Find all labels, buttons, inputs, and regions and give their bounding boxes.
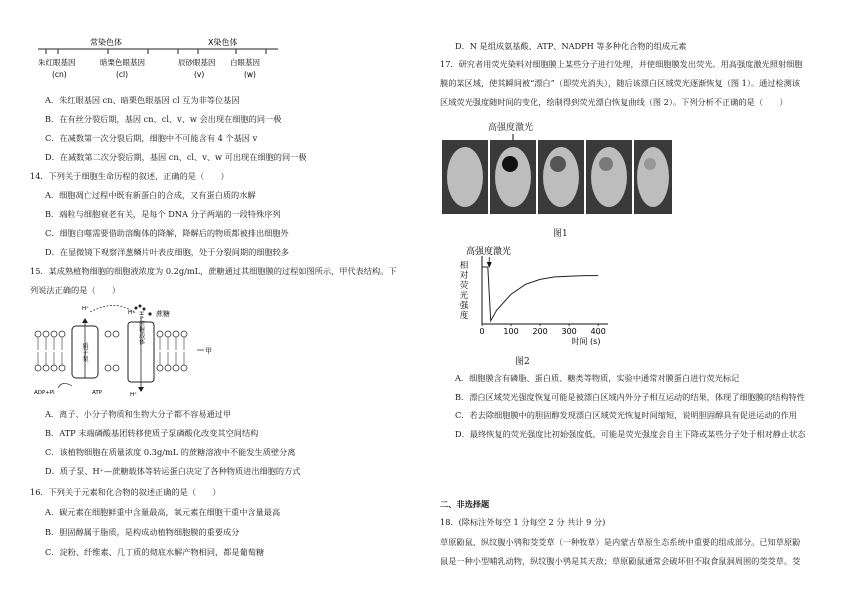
q17-option-a: A．细胞膜含有磷脂、蛋白质、糖类等物质，实验中通常对膜蛋白进行荧光标记 xyxy=(455,373,740,383)
gene-symbol: (w) xyxy=(244,70,256,79)
fig2-caption: 图2 xyxy=(515,357,530,367)
proton-pump-label: 质子泵 xyxy=(81,342,89,362)
q18-text: 草原鼢鼠、纵纹腹小鸮和茭茭草（一种牧草）是内蒙古草原生态系统中重要的组成部分。已知草原鼢 xyxy=(440,537,801,547)
q18-text: 鼠是一种小型哺乳动物，纵纹腹小鸮是其天敌；草原鼢鼠通常会破坏但不取食鼠洞周围的茭茭草。茭 xyxy=(440,556,801,566)
x-tick-label: 300 xyxy=(561,327,577,336)
h-ion-label: H⁺ xyxy=(82,306,90,312)
fluorescence-recovery-chart xyxy=(442,244,612,354)
membrane-transport-diagram xyxy=(32,300,212,400)
q13-option-d: D．在减数第二次分裂后期，基因 cn、cl、v、w 可出现在细胞的同一极 xyxy=(45,152,307,162)
y-axis-label-char: 相 xyxy=(459,261,469,271)
q16-option-a: A．碳元素在细胞鲜重中含量最高，氧元素在细胞干重中含量最高 xyxy=(45,507,281,517)
x-tick-label: 400 xyxy=(590,327,606,336)
adp-label: ADP+Pi xyxy=(34,390,55,396)
y-axis-label-char: 度 xyxy=(459,311,469,321)
y-axis-label-char: 荧 xyxy=(459,281,469,291)
gene-symbol: (cn) xyxy=(52,70,67,79)
q17-stem-cont: 膜的某区域，使其瞬间被“漂白”（即荧光消失），随后该漂白区域荧光逐渐恢复（图 1）。通过检测该 xyxy=(440,78,801,88)
atp-label: ATP xyxy=(92,390,103,396)
y-axis-label xyxy=(460,260,469,321)
q13-option-a: A．朱红眼基因 cn、暗栗色眼基因 cl 互为非等位基因 xyxy=(45,95,240,105)
fluorescence-cell-images xyxy=(442,140,672,214)
q17-option-c: C．若去除细胞膜中的胆固醇发现漂白区域荧光恢复时间缩短，说明胆固醇具有促进运动的作用 xyxy=(455,410,797,420)
autosome-label: 常染色体 xyxy=(90,38,122,47)
q14-option-c: C．细胞自噬需要借助溶酶体的降解，降解后的物质都被排出细胞外 xyxy=(45,228,289,238)
q15-stem-cont: 列说法正确的是（ ） xyxy=(30,285,121,295)
q14-stem: 14．下列关于细胞生命历程的叙述，正确的是（ ） xyxy=(30,171,229,181)
x-chromosome-label: X染色体 xyxy=(208,38,238,47)
q17-stem: 17．研究者用荧光染料对细胞膜上某些分子进行处理，并使细胞膜发出荧光。用高强度激光照射细胞 xyxy=(440,59,803,69)
sucrose-label: 蔗糖 xyxy=(156,310,170,318)
h-ion-label: H⁺ xyxy=(128,310,136,316)
cotransporter-label: H⁺-蔗糖载体 xyxy=(137,311,145,345)
q16-stem: 16．下列关于元素和化合物的叙述正确的是（ ） xyxy=(30,487,221,497)
q17-stem-cont: 区域荧光强度随时间的变化，绘制得到荧光漂白恢复曲线（图 2）。下列分析不正确的是（ ） xyxy=(440,97,788,107)
gene-name: 白眼基因 xyxy=(230,58,260,67)
gene-symbol: (v) xyxy=(194,70,205,79)
fig1-image-strip xyxy=(442,140,672,214)
q15-stem: 15．某成熟植物细胞的细胞液浓度为 0.2g/mL，蔗糖通过其细胞膜的过程如图所示，甲代表结构。下 xyxy=(30,266,397,276)
gene-name: 暗栗色眼基因 xyxy=(100,58,145,67)
series-line xyxy=(482,267,598,321)
x-tick-label: 100 xyxy=(503,327,519,336)
x-tick-label: 0 xyxy=(479,327,485,336)
q14-option-b: B．端粒与细胞衰老有关，是每个 DNA 分子两端的一段特殊序列 xyxy=(45,209,281,219)
q13-option-c: C．在减数第一次分裂后期，细胞中不可能含有 4 个基因 v xyxy=(45,133,258,143)
jia-label: 甲 xyxy=(205,347,212,355)
y-axis-label-char: 光 xyxy=(459,291,469,301)
x-axis-label: 时间 (s) xyxy=(571,337,601,346)
fig1-caption: 图1 xyxy=(553,229,568,239)
q14-option-a: A．细胞凋亡过程中既有新蛋白的合成，又有蛋白质的水解 xyxy=(45,190,256,200)
chromosome-gene-map xyxy=(38,36,278,82)
section-heading: 二、非选择题 xyxy=(440,499,490,509)
fig2-laser-label: 高强度激光 xyxy=(466,247,512,257)
q15-option-d: D．质子泵、H⁺—蔗糖载体等转运蛋白决定了各种物质进出细胞的方式 xyxy=(45,466,301,476)
q15-option-b: B．ATP 末端磷酸基团转移使质子泵磷酸化改变其空间结构 xyxy=(45,428,259,438)
gene-symbol: (cl) xyxy=(116,70,129,79)
q15-option-a: A．离子、小分子物质和生物大分子都不容易通过甲 xyxy=(45,409,232,419)
y-axis-label-char: 强 xyxy=(459,301,469,311)
y-axis-label-char: 对 xyxy=(459,271,469,281)
h-ion-label: H⁺ xyxy=(130,392,138,398)
fig1-laser-label: 高强度激光 xyxy=(488,123,534,133)
q13-option-b: B．在有丝分裂后期，基因 cn、cl、v、w 会出现在细胞的同一极 xyxy=(45,114,282,124)
q16-option-b: B．胆固醇属于脂质，是构成动植物细胞膜的重要成分 xyxy=(45,527,240,537)
q17-option-b: B．漂白区域荧光强度恢复可能是被漂白区域内外分子相互运动的结果，体现了细胞膜的结构特性 xyxy=(455,392,805,402)
x-tick-label: 200 xyxy=(532,327,548,336)
q18-stem: 18．(除标注外每空 1 分每空 2 分 共计 9 分) xyxy=(440,517,606,527)
q17-option-d: D．最终恢复的荧光强度比初始强度低，可能是荧光强度会自主下降或某些分子处于相对静止状态 xyxy=(455,429,806,439)
gene-name: 朱红眼基因 xyxy=(38,58,76,67)
q16-option-d: D．N 是组成氨基酸、ATP、NADPH 等多种化合物的组成元素 xyxy=(455,41,687,51)
q16-option-c: C．淀粉、纤维素、几丁质的彻底水解产物相同，都是葡萄糖 xyxy=(45,547,265,557)
q15-option-c: C．该植物细胞在质量浓度 0.3g/mL 的蔗糖溶液中不能发生质壁分离 xyxy=(45,447,296,457)
gene-name: 辰砂眼基因 xyxy=(178,58,216,67)
q14-option-d: D．在显微镜下观察洋葱鳞片叶表皮细胞，处于分裂间期的细胞较多 xyxy=(45,247,290,257)
